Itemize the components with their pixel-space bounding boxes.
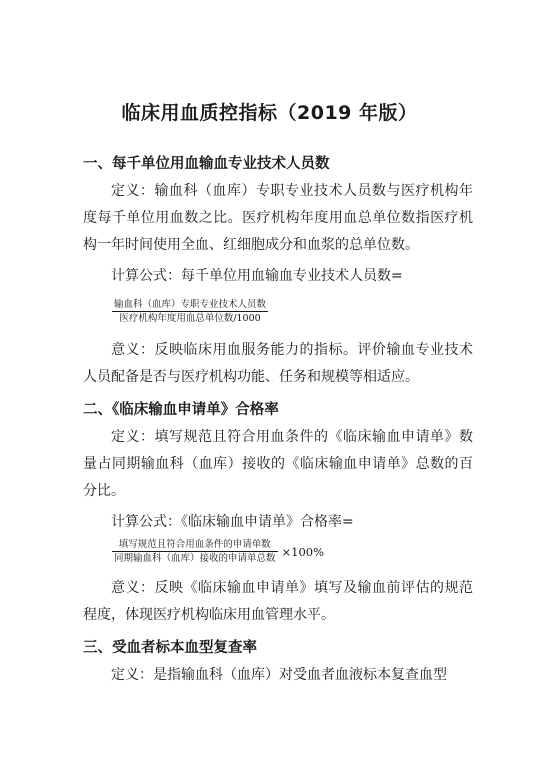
section-2-definition: 定义：填写规范且符合用血条件的《临床输血申请单》数量占同期输血科（血库）接收的《临床输血申请单》总数的百分比。 [83, 429, 473, 499]
section-2-formula-label: 计算公式：《临床输血申请单》合格率= [111, 514, 354, 530]
section-1-formula-label: 计算公式：每千单位用血输血专业技术人员数= [111, 268, 403, 284]
section-1-formula-fraction [112, 298, 268, 325]
section-3-heading: 三、受血者标本血型复查率 [83, 640, 257, 656]
section-1-heading: 一、每千单位用血输血专业技术人员数 [83, 156, 330, 172]
section-1-numerator: 输血科（血库）专职专业技术人员数 [114, 299, 267, 310]
section-3-definition: 定义：是指输血科（血库）对受血者血液标本复查血型 [111, 667, 447, 683]
section-2-multiplier: ×100% [281, 544, 325, 559]
section-2-numerator: 填写规范且符合用血条件的申请单数 [118, 539, 271, 550]
section-2-denominator: 同期输血科（血库）接收的申请单总数 [114, 553, 276, 564]
section-2-heading: 二、《临床输血申请单》合格率 [83, 402, 279, 418]
section-1-significance: 意义：反映临床用血服务能力的指标。评价输血专业技术人员配备是否与医疗机构功能、任务和规模等相适应。 [83, 342, 473, 385]
page-title: 临床用血质控指标（2019 年版） [121, 102, 418, 124]
section-1-denominator: 医疗机构年度用血总单位数/1000 [119, 313, 261, 324]
section-1-definition: 定义：输血科（血库）专职专业技术人员数与医疗机构年度每千单位用血数之比。医疗机构年度用血总单位数指医疗机构一年时间使用全血、红细胞成分和血浆的总单位数。 [83, 183, 473, 253]
section-2-formula-fraction [112, 538, 324, 565]
section-2-significance: 意义：反映《临床输血申请单》填写及输血前评估的规范程度，体现医疗机构临床用血管理水平。 [83, 580, 473, 623]
